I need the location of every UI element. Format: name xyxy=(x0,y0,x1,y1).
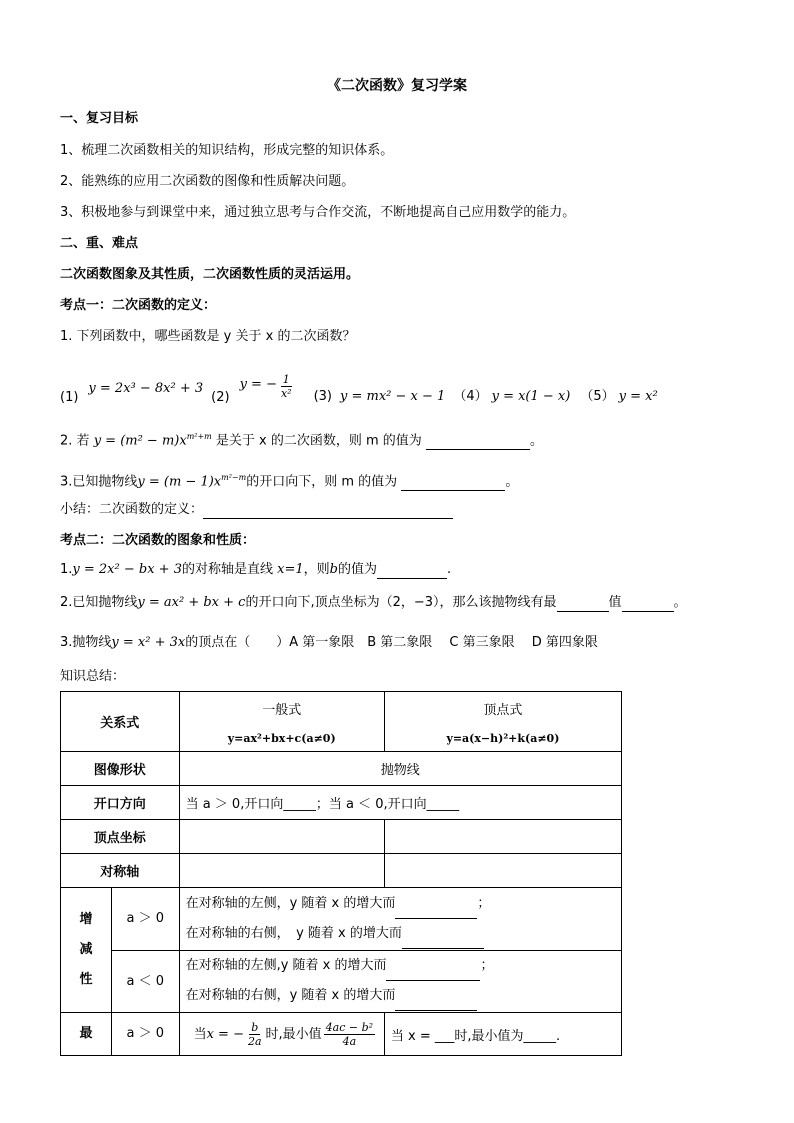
option-5-label: （5） xyxy=(580,389,615,404)
max-a-positive: a ＞ 0 xyxy=(126,1026,165,1041)
axis-general-cell[interactable] xyxy=(179,854,384,888)
kp1-question-2 xyxy=(60,428,543,450)
q3-expression: y = (m − 1)x xyxy=(137,474,222,490)
mono-a-negative: a ＜ 0 xyxy=(126,974,165,989)
objective-2: 2、能熟练的应用二次函数的图像和性质解决问题。 xyxy=(60,174,355,189)
table-row xyxy=(61,888,622,951)
opening-label: 开口方向 xyxy=(61,786,180,820)
neg-right-line xyxy=(186,981,615,1011)
table-row xyxy=(61,752,622,786)
kp2-q1-text: 的对称轴是直线 xyxy=(181,562,273,577)
option-3-label: (3) xyxy=(313,389,333,404)
page-title: 《二次函数》复习学案 xyxy=(327,78,467,94)
max-x-denominator: 2a xyxy=(247,1034,262,1048)
mono-char-2: 减 xyxy=(79,942,93,957)
max-x: x = − xyxy=(206,1026,244,1042)
option-4-label: （4） xyxy=(453,389,488,404)
knowledge-summary-table xyxy=(60,691,622,1056)
q2-answer-blank[interactable] xyxy=(426,435,530,450)
option-4-expr: y = x(1 − x) xyxy=(491,389,571,404)
option-2-lhs: y = − xyxy=(239,377,277,392)
q2-prefix: 2. 若 xyxy=(60,433,90,449)
option-2-numerator: 1 xyxy=(282,372,290,386)
pos-right-line xyxy=(186,919,615,949)
q2-text: 是关于 x 的二次函数，则 m 的值为 xyxy=(215,433,422,449)
kp1-options xyxy=(60,374,658,408)
kp2-q1-blank[interactable] xyxy=(377,564,447,579)
knowledge-label: 知识总结： xyxy=(60,669,126,684)
vertex-form-cell xyxy=(384,692,621,752)
objective-1: 1、梳理二次函数相关的知识结构，形成完整的知识体系。 xyxy=(60,143,394,158)
neg-left-blank[interactable] xyxy=(386,966,480,981)
kp2-q1-prefix: 1. xyxy=(60,562,73,577)
kp2-question-2 xyxy=(60,594,687,612)
q3-exponent: m²−m xyxy=(221,473,247,482)
shape-label: 图像形状 xyxy=(61,752,180,786)
kp2-question-1 xyxy=(60,561,451,579)
q3-end: 。 xyxy=(505,474,519,490)
max-value-numerator: 4ac − b² xyxy=(325,1020,374,1034)
general-form-label: 一般式 xyxy=(262,702,302,718)
vertex-general-cell[interactable] xyxy=(179,820,384,854)
max-when: 当 xyxy=(193,1026,207,1042)
kp2-q3-prefix: 3.抛物线 xyxy=(60,635,112,650)
max-cell xyxy=(61,1013,180,1056)
kp2-q1-expression: y = 2x² − bx + 3 xyxy=(72,562,182,577)
summary-blank[interactable] xyxy=(203,504,453,519)
section-1-heading: 一、复习目标 xyxy=(60,111,139,126)
kp2-q2-expression: y = ax² + bx + c xyxy=(137,595,246,610)
kp1-question-3 xyxy=(60,469,518,491)
table-row xyxy=(61,786,622,820)
kp2-q2-blank-1[interactable] xyxy=(557,597,609,612)
kp2-q2-value: 值 xyxy=(608,595,622,610)
max-label: 最 xyxy=(61,1013,112,1055)
mono-positive-content xyxy=(179,888,621,951)
table-row xyxy=(61,692,622,752)
relation-label: 关系式 xyxy=(61,692,180,752)
monotonic-label xyxy=(61,888,112,1012)
vertex-form-label: 顶点式 xyxy=(483,702,523,718)
neg-left-text: 在对称轴的左侧,y 随着 x 的增大而 xyxy=(185,958,387,974)
kp1-question-1: 1. 下列函数中，哪些函数是 y 关于 x 的二次函数？ xyxy=(60,329,356,344)
q2-exponent: m²+m xyxy=(186,432,212,441)
kp2-q3-choices: 的顶点在（ ）A 第一象限 B 第二象限 C 第三象限 D 第四象限 xyxy=(185,635,598,650)
option-2-fraction xyxy=(279,373,294,400)
neg-left-line xyxy=(186,951,615,981)
kp1-summary xyxy=(60,501,453,519)
pos-left-end: ； xyxy=(477,895,491,911)
key-points: 二次函数图象及其性质，二次函数性质的灵活运用。 xyxy=(60,267,360,282)
opening-value: 当 a ＞ 0,开口向_____；当 a ＜ 0,开口向_____ xyxy=(179,786,621,820)
mono-negative-content xyxy=(179,950,621,1013)
max-general-cell xyxy=(179,1013,384,1056)
objective-3: 3、积极地参与到课堂中来，通过独立思考与合作交流，不断地提高自己应用数学的能力。 xyxy=(60,205,576,220)
monotonic-cell xyxy=(61,888,180,1013)
kp1-heading: 考点一：二次函数的定义： xyxy=(60,298,217,313)
option-3-expr: y = mx² − x − 1 xyxy=(340,389,446,404)
max-value-denominator: 4a xyxy=(342,1034,357,1048)
q3-prefix: 3.已知抛物线 xyxy=(60,474,138,490)
max-x-numerator: b xyxy=(251,1020,259,1034)
max-vertex-cell: 当 x = ___时,最小值为_____. xyxy=(384,1013,621,1056)
general-form-cell xyxy=(179,692,384,752)
axis-label: 对称轴 xyxy=(61,854,180,888)
kp2-question-3 xyxy=(60,634,598,652)
kp2-q3-expression: y = x² + 3x xyxy=(111,635,186,650)
kp2-q2-end: 。 xyxy=(673,595,687,610)
table-row xyxy=(61,1013,622,1056)
mono-a-positive: a ＞ 0 xyxy=(112,888,179,951)
vertex-formula: y=a(x−h)²+k(a≠0) xyxy=(446,731,560,745)
q3-answer-blank[interactable] xyxy=(401,476,505,491)
kp2-q2-prefix: 2.已知抛物线 xyxy=(60,595,138,610)
table-row xyxy=(61,854,622,888)
shape-value: 抛物线 xyxy=(179,752,621,786)
kp2-heading: 考点二：二次函数的图象和性质： xyxy=(60,533,256,548)
kp2-q2-text: 的开口向下,顶点坐标为（2，−3），那么该抛物线有最 xyxy=(245,595,557,610)
mono-char-1: 增 xyxy=(79,912,93,927)
vertex-vertex-cell[interactable] xyxy=(384,820,621,854)
option-2-label: (2) xyxy=(211,390,230,405)
general-formula: y=ax²+bx+c(a≠0) xyxy=(227,731,336,745)
option-1-expr: y = 2x³ − 8x² + 3 xyxy=(88,381,204,396)
neg-right-text: 在对称轴的右侧，y 随着 x 的增大而 xyxy=(185,988,396,1004)
axis-vertex-cell[interactable] xyxy=(384,854,621,888)
kp2-q1-then: ，则 xyxy=(303,562,330,577)
pos-right-blank[interactable] xyxy=(402,934,484,949)
kp2-q1-b: b xyxy=(329,562,338,577)
vertex-label: 顶点坐标 xyxy=(61,820,180,854)
neg-left-end: ； xyxy=(480,958,494,974)
max-value-fraction xyxy=(324,1021,375,1048)
mono-char-3: 性 xyxy=(79,972,93,987)
max-mid: 时,最小值 xyxy=(265,1026,322,1042)
pos-left-line xyxy=(186,889,615,919)
pos-left-text: 在对称轴的左侧，y 随着 x 的增大而 xyxy=(185,895,396,911)
kp2-q1-end: . xyxy=(446,562,452,577)
kp2-q2-blank-2[interactable] xyxy=(622,597,674,612)
q3-text: 的开口向下，则 m 的值为 xyxy=(246,474,398,490)
pos-left-blank[interactable] xyxy=(395,904,477,919)
summary-label: 小结：二次函数的定义： xyxy=(60,502,204,517)
kp2-q1-line: x=1 xyxy=(277,562,304,577)
table-row xyxy=(61,820,622,854)
option-1-label: (1) xyxy=(60,390,79,405)
option-5-expr: y = x² xyxy=(618,389,658,404)
neg-right-blank[interactable] xyxy=(395,996,477,1011)
max-x-fraction xyxy=(246,1021,264,1048)
option-2-denominator: x² xyxy=(280,386,292,400)
kp2-q1-value: 的值为 xyxy=(337,562,377,577)
pos-right-text: 在对称轴的右侧， y 随着 x 的增大而 xyxy=(185,925,402,941)
section-2-heading: 二、重、难点 xyxy=(60,236,139,251)
q2-end: 。 xyxy=(529,433,543,449)
q2-expression: y = (m² − m)x xyxy=(93,433,187,449)
